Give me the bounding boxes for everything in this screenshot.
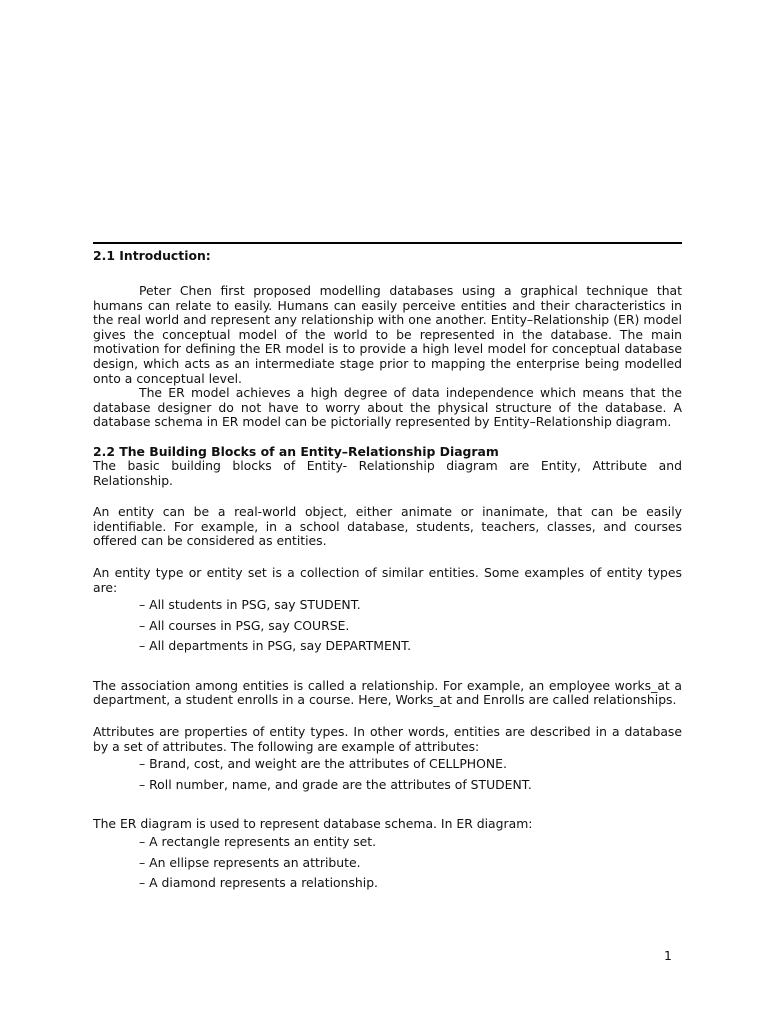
list-item: – A rectangle represents an entity set. xyxy=(139,834,377,850)
intro-paragraph-1: Peter Chen first proposed modelling databases using a graphical technique that humans can relate to easily. Humans can easily perceive entities and their characteristics in the real world and represent any relationship with one another. Entity–Relationship (ER) model gives the conceptual model of the world to be represented in the database. The main motivation for defining the ER model is to provide a high level model for conceptual database design, which acts as an intermediate stage prior to mapping the enterprise being modelled onto a conceptual level. xyxy=(93,283,682,386)
document-page xyxy=(93,242,682,894)
page-number: 1 xyxy=(664,948,672,963)
paragraph-attributes: Attributes are properties of entity types. In other words, entities are described in a database by a set of attributes. The following are example of attributes: xyxy=(93,724,682,754)
list-item: – All courses in PSG, say COURSE. xyxy=(139,617,350,633)
list-item: – Brand, cost, and weight are the attributes of CELLPHONE. xyxy=(139,756,507,772)
section-heading-introduction: 2.1 Introduction: xyxy=(93,248,211,263)
paragraph-basic-blocks: The basic building blocks of Entity- Relationship diagram are Entity, Attribute and Relationship. xyxy=(93,457,682,488)
paragraph-entity: An entity can be a real-world object, either animate or inanimate, that can be easily identifiable. For example, in a school database, students, teachers, classes, and courses offered can be considered as entities. xyxy=(93,504,682,549)
attribute-examples-list xyxy=(93,754,682,795)
list-item: – An ellipse represents an attribute. xyxy=(139,854,361,870)
paragraph-relationship: The association among entities is called a relationship. For example, an employee works_at a department, a student enrolls in a course. Here, Works_at and Enrolls are called relationships. xyxy=(93,677,682,708)
list-item: – All departments in PSG, say DEPARTMENT. xyxy=(139,638,412,654)
er-symbols-list xyxy=(93,832,682,894)
paragraph-er-diagram: The ER diagram is used to represent database schema. In ER diagram: xyxy=(93,816,533,832)
paragraph-entity-type: An entity type or entity set is a collection of similar entities. Some examples of entity types are: xyxy=(93,564,682,595)
section-heading-building-blocks: 2.2 The Building Blocks of an Entity–Relationship Diagram xyxy=(93,443,499,459)
list-item: – Roll number, name, and grade are the attributes of STUDENT. xyxy=(139,776,532,792)
entity-examples-list xyxy=(93,595,682,657)
list-item: – A diamond represents a relationship. xyxy=(139,875,378,891)
intro-paragraph-2: The ER model achieves a high degree of data independence which means that the database designer do not have to worry about the physical structure of the database. A database schema in ER model can be pictorially represented by Entity–Relationship diagram. xyxy=(93,385,682,430)
list-item: – All students in PSG, say STUDENT. xyxy=(139,597,361,613)
top-rule xyxy=(93,242,682,244)
